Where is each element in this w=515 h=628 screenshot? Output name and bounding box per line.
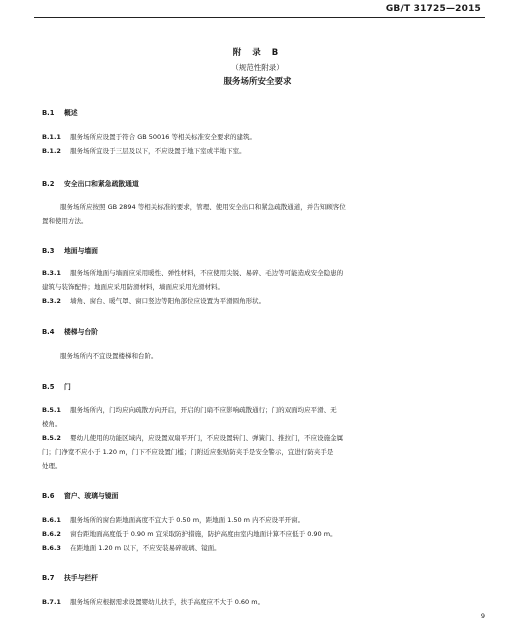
clause-b5-2 bbox=[42, 432, 480, 445]
clause-text: 在距地面 1.20 m 以下，不应安装易碎玻璃、镜面。 bbox=[70, 544, 221, 552]
clause-b6-3 bbox=[42, 542, 480, 555]
clause-b5-1 bbox=[42, 404, 480, 417]
section-heading-b7 bbox=[42, 572, 98, 582]
clause-number: B.6.1 bbox=[42, 516, 61, 524]
clause-text: 婴幼儿使用的功能区域内，应设置双扇平开门，不应设置转门、弹簧门、推拉门，不应设施金属 bbox=[70, 434, 344, 442]
section-heading-b3 bbox=[42, 245, 98, 255]
clause-b1-2 bbox=[42, 145, 480, 158]
page-number: 9 bbox=[480, 612, 485, 620]
section-number: B.7 bbox=[42, 574, 55, 582]
section-number: B.2 bbox=[42, 180, 55, 188]
clause-b3-1-cont: 建筑与装饰配件；地面应采用防滑材料，墙面应采用光滑材料。 bbox=[42, 283, 224, 291]
header-rule bbox=[34, 17, 485, 18]
section-number: B.4 bbox=[42, 328, 55, 336]
clause-number: B.3.2 bbox=[42, 297, 61, 305]
clause-number: B.3.1 bbox=[42, 269, 61, 277]
section-number: B.1 bbox=[42, 109, 55, 117]
standard-number: GB/T 31725—2015 bbox=[385, 4, 481, 14]
clause-text: 服务场所的窗台距地面高度不宜大于 0.50 m，距地面 1.50 m 内不应设平开窗。 bbox=[70, 516, 305, 524]
clause-text: 服务场所应根据需求设置婴幼儿扶手，扶手高度应不大于 0.60 m。 bbox=[70, 598, 265, 606]
clause-b5-2-cont2: 处理。 bbox=[42, 462, 62, 470]
clause-text: 服务场所地面与墙面应采用暖性、弹性材料，不应使用尖锐、易碎、毛边等可能造成安全隐患的 bbox=[70, 269, 344, 277]
clause-number: B.1.2 bbox=[42, 147, 61, 155]
clause-b3-2 bbox=[42, 295, 480, 308]
clause-b5-2-cont1: 门；门净宽不应小于 1.20 m，门下不应设置门槛；门附近应张贴防夹手是安全警示，宜进行防夹手是 bbox=[42, 448, 334, 456]
clause-text: 服务场所宜设于三层及以下，不应设置于地下室或半地下室。 bbox=[70, 147, 246, 155]
section-title: 安全出口和紧急疏散通道 bbox=[64, 180, 139, 188]
appendix-type: （规范性附录） bbox=[231, 63, 284, 72]
section-title: 地面与墙面 bbox=[64, 247, 98, 255]
clause-number: B.6.3 bbox=[42, 544, 61, 552]
section-title: 概述 bbox=[64, 109, 78, 117]
clause-number: B.5.2 bbox=[42, 434, 61, 442]
section-number: B.3 bbox=[42, 247, 55, 255]
appendix-label: 附 录 B bbox=[232, 48, 283, 58]
clause-number: B.6.2 bbox=[42, 530, 61, 538]
clause-b5-1-cont: 棱角。 bbox=[42, 420, 62, 428]
paragraph-b4: 服务场所内不宜设置楼梯和台阶。 bbox=[60, 352, 158, 360]
section-title: 门 bbox=[64, 383, 71, 391]
section-title: 窗户、玻璃与镜面 bbox=[64, 492, 119, 500]
section-title: 楼梯与台阶 bbox=[64, 328, 98, 336]
paragraph-b2-line1: 服务场所应按照 GB 2894 等相关标准的要求，管理、使用安全出口和紧急疏散通道，并告知顾客位 bbox=[60, 203, 346, 211]
clause-b6-1 bbox=[42, 514, 480, 527]
section-heading-b6 bbox=[42, 490, 118, 500]
clause-text: 服务场所应设置于符合 GB 50016 等相关标准安全要求的建筑。 bbox=[70, 133, 257, 141]
clause-number: B.1.1 bbox=[42, 133, 61, 141]
clause-b1-1 bbox=[42, 131, 480, 144]
clause-text: 服务场所内，门均应向疏散方向开启，开启的门扇不应影响疏散通行；门的双面均应平滑、无 bbox=[70, 406, 337, 414]
section-title: 扶手与栏杆 bbox=[64, 574, 98, 582]
clause-number: B.5.1 bbox=[42, 406, 61, 414]
clause-number: B.7.1 bbox=[42, 598, 61, 606]
paragraph-b2-line2: 置和使用方法。 bbox=[42, 217, 88, 225]
section-number: B.5 bbox=[42, 383, 55, 391]
clause-text: 墙角、窗台、暖气罩、窗口竖边等阳角部位应设置为平滑圆角形状。 bbox=[70, 297, 266, 305]
clause-b3-1 bbox=[42, 267, 480, 280]
clause-text: 窗台距地面高度低于 0.90 m 宜采取防护措施，防护高度由室内地面计算不应低于 0.90 m。 bbox=[70, 530, 337, 538]
section-heading-b2 bbox=[42, 178, 139, 188]
appendix-title: 服务场所安全要求 bbox=[223, 77, 292, 87]
section-heading-b1 bbox=[42, 107, 78, 117]
clause-b6-2 bbox=[42, 528, 480, 541]
section-heading-b4 bbox=[42, 326, 98, 336]
section-number: B.6 bbox=[42, 492, 55, 500]
clause-b7-1 bbox=[42, 596, 480, 609]
section-heading-b5 bbox=[42, 381, 71, 391]
